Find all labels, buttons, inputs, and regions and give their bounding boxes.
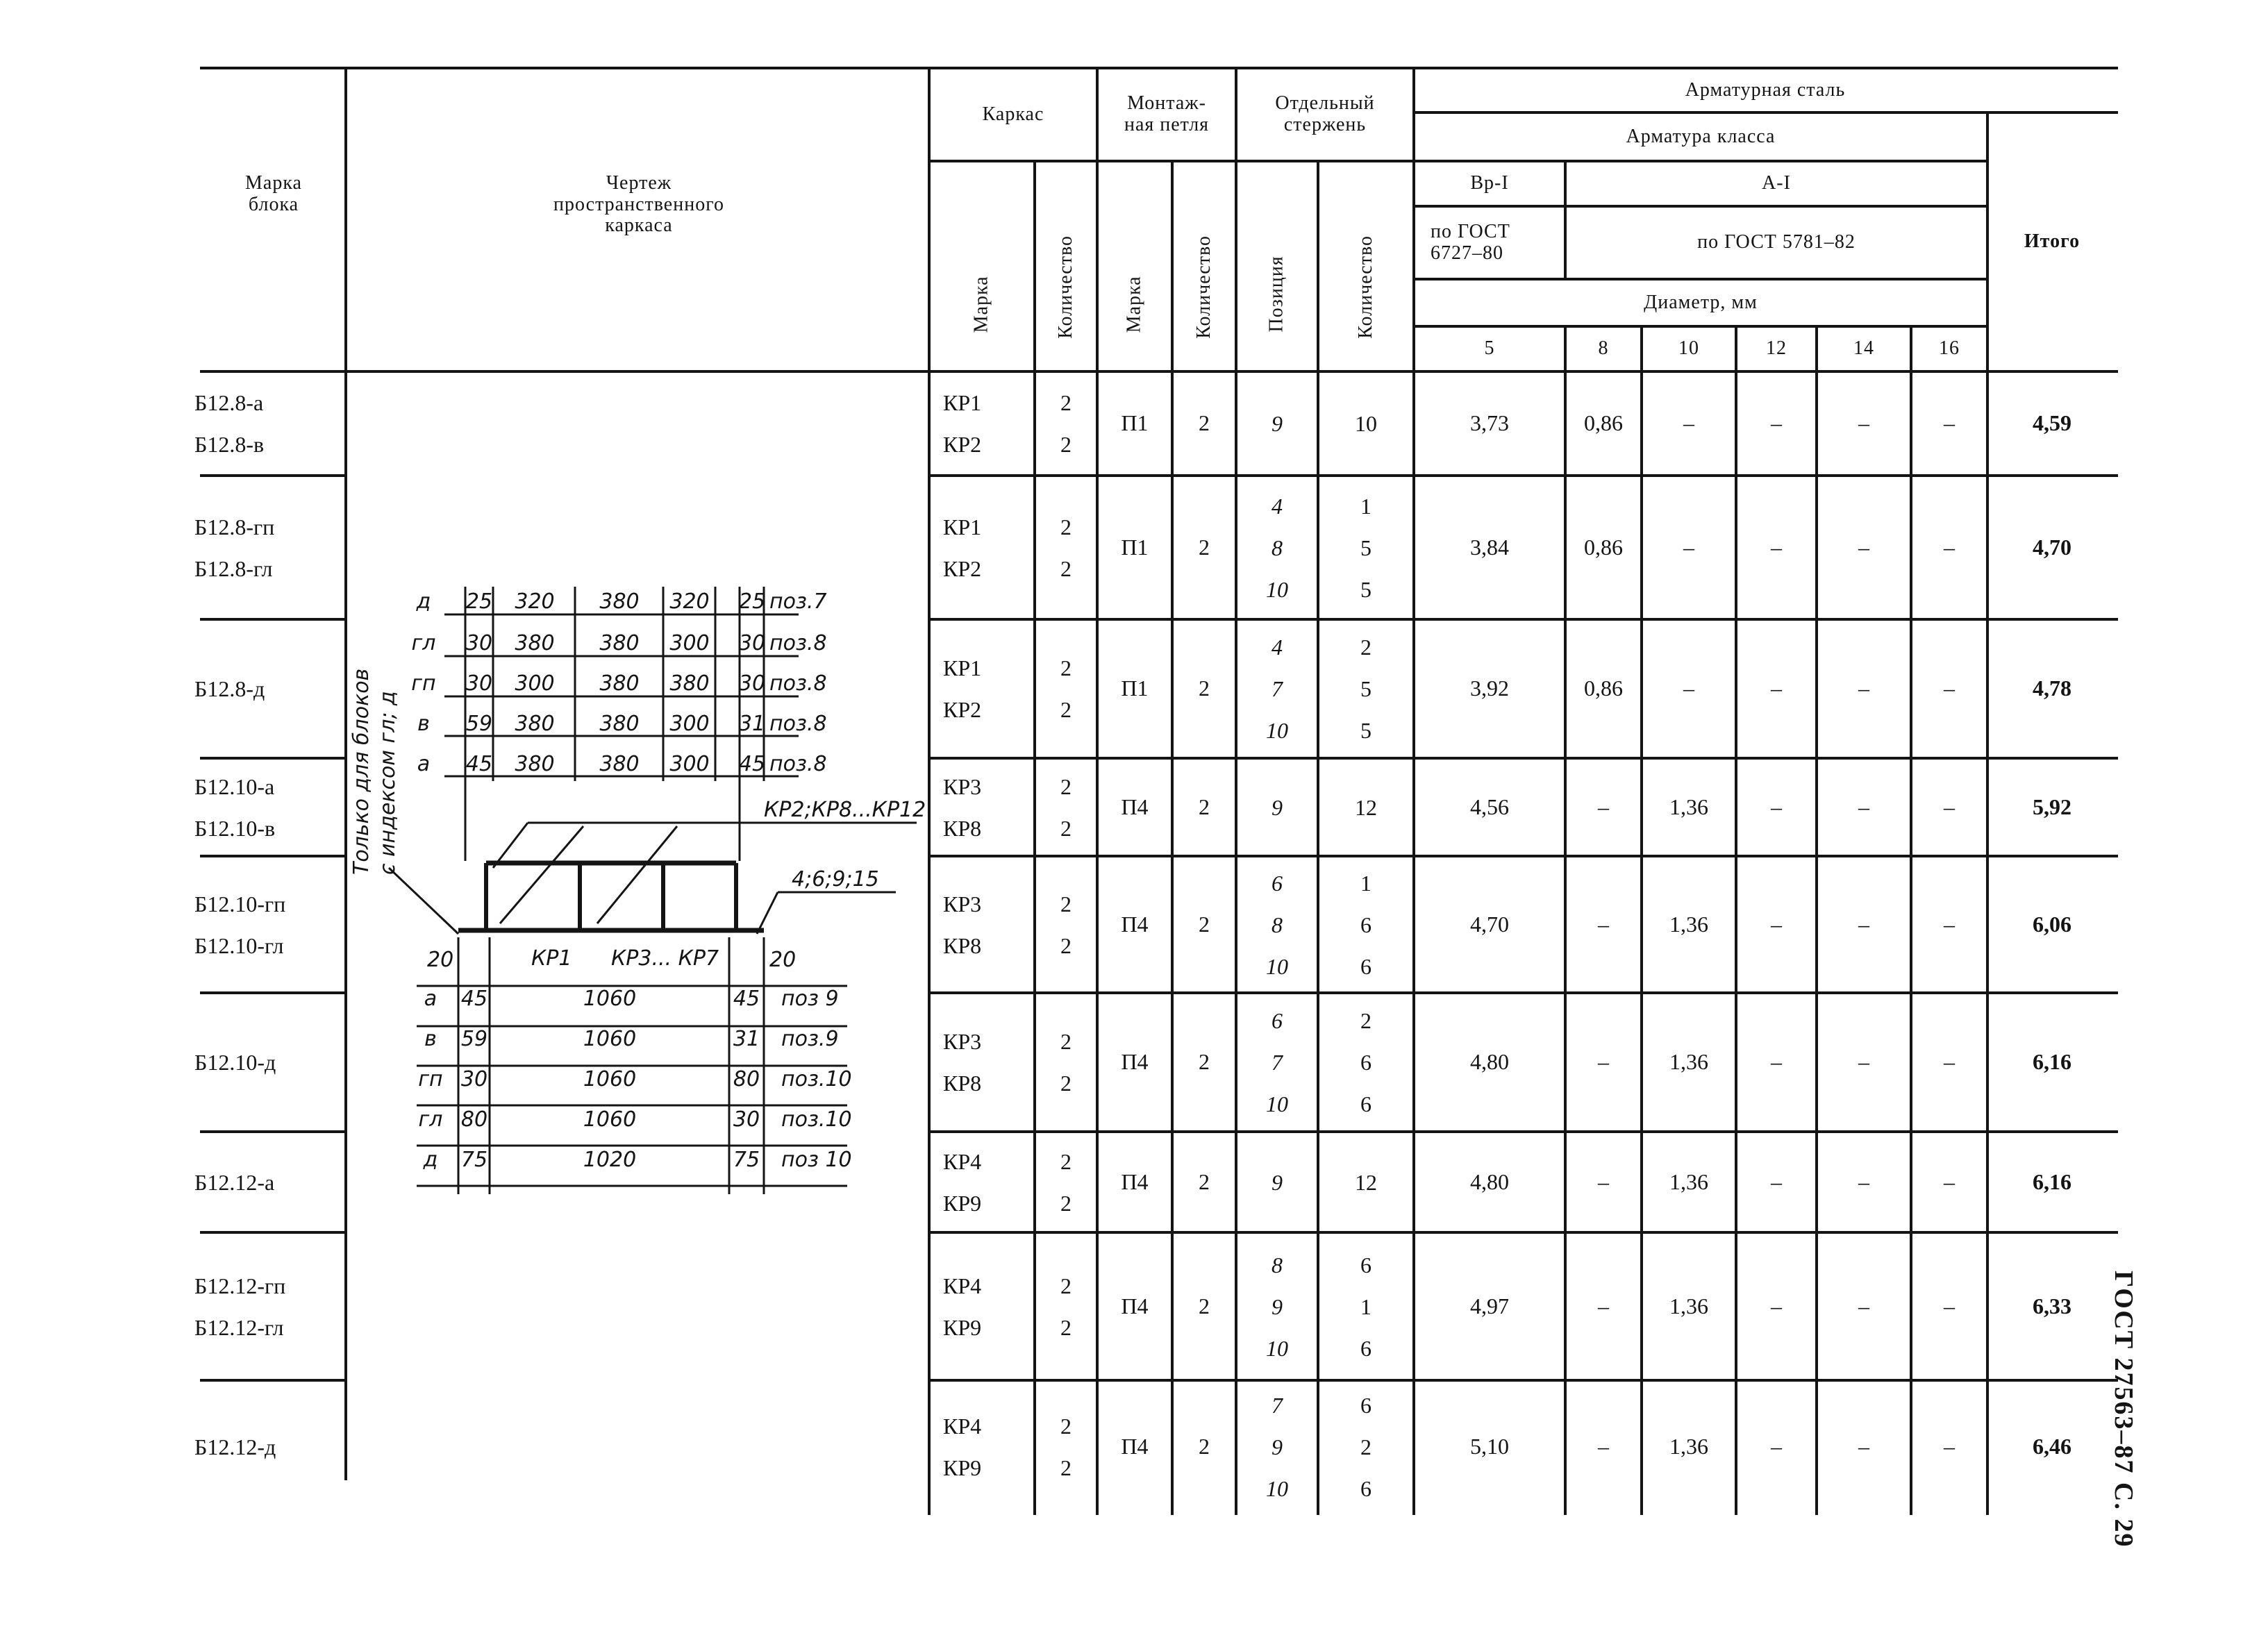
steel-d10: – — [1683, 676, 1694, 701]
block-mark: Б12.12-а — [194, 1169, 275, 1195]
steel-d5: 4,70 — [1470, 911, 1509, 937]
drawing-dim: 300 — [669, 631, 710, 655]
rod-position-value: 8 — [1271, 535, 1283, 560]
header-gost-bp-text: по ГОСТ 6727–80 — [1431, 220, 1510, 264]
steel-d14: – — [1858, 1169, 1869, 1194]
frame-mark-value: КР4 — [943, 1273, 982, 1298]
drawing-dim-left: 20 — [427, 948, 454, 972]
drawing-position-label: поз.8 — [769, 631, 827, 655]
block-mark: Б12.8-а — [194, 390, 264, 415]
steel-d10: 1,36 — [1669, 1434, 1708, 1459]
frame-qty-value: 2 — [1060, 1148, 1072, 1174]
rod-qty-value: 2 — [1360, 1434, 1371, 1459]
steel-d10: 1,36 — [1669, 911, 1708, 937]
diameter-16: 16 — [1939, 337, 1960, 360]
drawing-leader-top: КР2;КР8...КР12 — [764, 798, 926, 822]
rod-qty-value: 1 — [1360, 493, 1371, 519]
frame-qty-value: 2 — [1060, 773, 1072, 799]
block-mark: Б12.8-гл — [194, 555, 273, 581]
drawing-dim: 1060 — [583, 1107, 637, 1132]
drawing-position-label: поз.8 — [769, 752, 827, 776]
steel-d10: – — [1683, 410, 1694, 436]
drawing-dim: 75 — [460, 1148, 488, 1172]
steel-d5: 3,73 — [1470, 410, 1509, 436]
drawing-leader-right: 4;6;9;15 — [792, 867, 879, 891]
rod-position-value: 9 — [1271, 794, 1283, 820]
rod-qty-value: 12 — [1355, 794, 1377, 820]
drawing-index: д — [423, 1148, 438, 1172]
steel-d5: 3,84 — [1470, 534, 1509, 560]
frame-mark-value: КР1 — [943, 655, 982, 680]
drawing-index: а — [417, 752, 431, 776]
rod-qty-value: 1 — [1360, 870, 1371, 896]
steel-d8: – — [1598, 1169, 1609, 1194]
rod-qty-value: 1 — [1360, 1293, 1371, 1319]
header-total: Итого — [2024, 231, 2081, 253]
steel-d8: – — [1598, 1049, 1609, 1075]
steel-d12: – — [1771, 911, 1782, 937]
frame-qty-value: 2 — [1060, 390, 1072, 415]
steel-d14: – — [1858, 534, 1869, 560]
drawing-dim-right: 20 — [769, 948, 797, 972]
loop-qty: 2 — [1199, 794, 1210, 819]
frame-qty-value: 2 — [1060, 1414, 1072, 1439]
rod-position-value: 8 — [1271, 912, 1283, 937]
total-value: 4,70 — [2033, 534, 2071, 560]
block-mark: Б12.8-гп — [194, 514, 275, 539]
rod-position-value: 4 — [1271, 635, 1283, 660]
block-mark: Б12.8-в — [194, 432, 265, 457]
frame-mark-value: КР1 — [943, 390, 982, 415]
header-class-a: А-I — [1762, 172, 1791, 194]
frame-mark-value: КР8 — [943, 815, 982, 841]
drawing-dim: 300 — [515, 671, 555, 696]
frame-qty-value: 2 — [1060, 1071, 1072, 1096]
steel-d14: – — [1858, 410, 1869, 436]
loop-mark: П1 — [1121, 534, 1149, 560]
page-side-label: ГОСТ 27563–87 С. 29 — [2109, 1271, 2138, 1548]
frame-mark-value: КР3 — [943, 891, 982, 916]
frame-mark-value: КР2 — [943, 555, 982, 581]
drawing-dim: 1060 — [583, 1067, 637, 1091]
frame-mark-value: КР3 — [943, 1029, 982, 1054]
steel-d5: 4,56 — [1470, 794, 1509, 819]
drawing-index: в — [417, 712, 430, 736]
header-class-bp: Вр-I — [1470, 172, 1509, 194]
drawing-dim: 80 — [460, 1107, 488, 1132]
drawing-dim: 380 — [515, 752, 555, 776]
rod-qty-value: 6 — [1360, 1393, 1371, 1418]
steel-d8: – — [1598, 1293, 1609, 1318]
drawing-index: гп — [418, 1067, 443, 1091]
total-value: 6,06 — [2033, 911, 2071, 937]
drawing-index: а — [424, 987, 437, 1011]
steel-d16: – — [1944, 410, 1955, 436]
steel-d5: 4,80 — [1470, 1049, 1509, 1075]
diameter-8: 8 — [1598, 337, 1609, 360]
drawing-dim: 380 — [599, 752, 640, 776]
steel-d5: 5,10 — [1470, 1434, 1509, 1459]
steel-d8: 0,86 — [1584, 410, 1623, 436]
steel-d16: – — [1944, 1434, 1955, 1459]
drawing-position-label: поз.7 — [769, 589, 827, 614]
steel-d8: – — [1598, 794, 1609, 819]
drawing-position-label: поз.8 — [769, 671, 827, 696]
loop-mark: П4 — [1121, 1293, 1149, 1318]
drawing-index: д — [416, 589, 431, 614]
steel-d12: – — [1771, 1293, 1782, 1318]
drawing-index: гп — [411, 671, 436, 696]
drawing-dim: 80 — [733, 1067, 760, 1091]
loop-mark: П1 — [1121, 676, 1149, 701]
drawing-label-kp3: КР3... КР7 — [611, 946, 719, 971]
block-mark: Б12.12-гп — [194, 1273, 286, 1298]
header-frame-mark-text: Марка — [970, 276, 992, 333]
frame-mark-value: КР4 — [943, 1148, 982, 1174]
steel-d12: – — [1771, 534, 1782, 560]
drawing-position-label: поз.8 — [769, 712, 827, 736]
loop-mark: П4 — [1121, 1169, 1149, 1194]
loop-mark: П4 — [1121, 911, 1149, 937]
frame-mark-value: КР8 — [943, 932, 982, 958]
header-rod-qty-text: Количество — [1354, 235, 1376, 339]
rod-qty-value: 5 — [1360, 676, 1371, 701]
frame-mark-value: КР2 — [943, 432, 982, 457]
rod-position-value: 7 — [1271, 676, 1283, 701]
steel-d14: – — [1858, 911, 1869, 937]
drawing-dim: 45 — [460, 987, 488, 1011]
header-rod-position-text: Позиция — [1265, 256, 1287, 333]
drawing-position-label: поз 10 — [781, 1148, 852, 1172]
drawing-dim: 300 — [669, 712, 710, 736]
total-value: 6,46 — [2033, 1434, 2071, 1459]
drawing-dim: 30 — [465, 671, 493, 696]
rod-position-value: 10 — [1266, 953, 1288, 979]
drawing-dim: 1020 — [583, 1148, 637, 1172]
rod-position-value: 4 — [1271, 493, 1283, 519]
steel-d16: – — [1944, 534, 1955, 560]
rod-position-value: 9 — [1271, 411, 1283, 436]
drawing-dim: 31 — [733, 1027, 760, 1051]
drawing-labels — [349, 589, 926, 1172]
block-mark: Б12.12-гл — [194, 1314, 284, 1340]
rod-position-value: 10 — [1266, 1476, 1288, 1501]
drawing-dim: 1060 — [583, 1027, 637, 1051]
rod-position-value: 10 — [1266, 718, 1288, 743]
rod-position-value: 10 — [1266, 576, 1288, 602]
steel-d12: – — [1771, 794, 1782, 819]
frame-mark-value: КР3 — [943, 773, 982, 799]
steel-d14: – — [1858, 794, 1869, 819]
block-mark: Б12.10-д — [194, 1050, 276, 1075]
drawing-dim: 30 — [738, 631, 766, 655]
drawing-dim: 25 — [465, 589, 493, 614]
steel-d10: 1,36 — [1669, 1293, 1708, 1318]
steel-d14: – — [1858, 1434, 1869, 1459]
diameter-12: 12 — [1766, 337, 1787, 360]
rod-qty-value: 5 — [1360, 576, 1371, 602]
drawing-dim: 59 — [465, 712, 493, 736]
steel-d16: – — [1944, 911, 1955, 937]
loop-mark: П4 — [1121, 1049, 1149, 1075]
block-mark: Б12.10-в — [194, 815, 276, 841]
drawing-dim: 380 — [599, 631, 640, 655]
steel-d10: – — [1683, 534, 1694, 560]
frame-qty-value: 2 — [1060, 1455, 1072, 1480]
total-value: 6,33 — [2033, 1293, 2071, 1318]
diameter-5: 5 — [1484, 337, 1495, 360]
rod-position-value: 8 — [1271, 1252, 1283, 1278]
drawing-position-label: поз.10 — [781, 1067, 852, 1091]
drawing-dim: 75 — [733, 1148, 760, 1172]
drawing-dim: 380 — [515, 712, 555, 736]
steel-d16: – — [1944, 794, 1955, 819]
total-value: 4,78 — [2033, 676, 2071, 701]
steel-d16: – — [1944, 1169, 1955, 1194]
frame-mark-value: КР9 — [943, 1455, 982, 1480]
loop-qty: 2 — [1199, 1169, 1210, 1194]
frame-mark-value: КР8 — [943, 1071, 982, 1096]
rod-qty-value: 6 — [1360, 1050, 1371, 1075]
header-diameter: Диаметр, мм — [1644, 291, 1758, 313]
drawing-dim: 45 — [465, 752, 493, 776]
steel-d10: 1,36 — [1669, 794, 1708, 819]
rod-position-value: 9 — [1271, 1434, 1283, 1459]
steel-d16: – — [1944, 1049, 1955, 1075]
frame-qty-value: 2 — [1060, 514, 1072, 539]
drawing-dim: 45 — [733, 987, 760, 1011]
total-value: 5,92 — [2033, 794, 2071, 819]
header-rebar-steel: Арматурная сталь — [1685, 78, 1846, 101]
header-rebar-class: Арматура класса — [1626, 125, 1776, 147]
drawing-dim: 380 — [669, 671, 710, 696]
drawing-position-label: поз.9 — [781, 1027, 839, 1051]
rod-position-value: 9 — [1271, 1293, 1283, 1319]
rod-qty-value: 2 — [1360, 635, 1371, 660]
rod-qty-value: 5 — [1360, 535, 1371, 560]
rod-qty-value: 5 — [1360, 718, 1371, 743]
drawing-dim: 380 — [599, 712, 640, 736]
drawing-dim: 59 — [460, 1027, 488, 1051]
loop-mark: П4 — [1121, 1434, 1149, 1459]
steel-d14: – — [1858, 1049, 1869, 1075]
rod-position-value: 7 — [1271, 1393, 1283, 1418]
drawing-dim: 25 — [738, 589, 766, 614]
total-value: 4,59 — [2033, 410, 2071, 436]
block-mark: Б12.10-а — [194, 773, 275, 799]
loop-qty: 2 — [1199, 676, 1210, 701]
drawing-index: гл — [411, 631, 436, 655]
rod-qty-value: 6 — [1360, 1252, 1371, 1278]
steel-d10: 1,36 — [1669, 1169, 1708, 1194]
frame-mark-value: КР4 — [943, 1414, 982, 1439]
steel-d12: – — [1771, 1169, 1782, 1194]
loop-qty: 2 — [1199, 1049, 1210, 1075]
drawing-dim: 300 — [669, 752, 710, 776]
steel-d10: 1,36 — [1669, 1049, 1708, 1075]
rod-position-value: 7 — [1271, 1050, 1283, 1075]
rod-qty-value: 10 — [1355, 411, 1377, 436]
header-loop-qty-text: Количество — [1192, 235, 1215, 339]
rod-position-value: 6 — [1271, 870, 1283, 896]
frame-qty-value: 2 — [1060, 891, 1072, 916]
drawing-position-label: поз.10 — [781, 1107, 852, 1132]
frame-qty-value: 2 — [1060, 1314, 1072, 1340]
loop-qty: 2 — [1199, 534, 1210, 560]
rod-position-value: 6 — [1271, 1008, 1283, 1033]
header-gost-a: по ГОСТ 5781–82 — [1697, 231, 1856, 253]
drawing-dim: 320 — [669, 589, 710, 614]
steel-d8: 0,86 — [1584, 534, 1623, 560]
drawing-note-line1: Только для блоков — [349, 668, 374, 875]
rod-position-value: 10 — [1266, 1335, 1288, 1361]
block-mark: Б12.10-гп — [194, 891, 286, 916]
rod-qty-value: 6 — [1360, 1091, 1371, 1116]
header-drawing-text: Чертеж пространственного каркаса — [553, 171, 724, 237]
drawing-position-label: поз 9 — [781, 987, 839, 1011]
steel-d8: 0,86 — [1584, 676, 1623, 701]
header-loop-mark-text: Марка — [1123, 276, 1145, 333]
loop-mark: П1 — [1121, 410, 1149, 436]
drawing-note-line2: с индексом гл; д — [376, 691, 400, 875]
loop-mark: П4 — [1121, 794, 1149, 819]
steel-d14: – — [1858, 1293, 1869, 1318]
steel-d12: – — [1771, 1434, 1782, 1459]
frame-qty-value: 2 — [1060, 655, 1072, 680]
drawing-index: в — [424, 1027, 437, 1051]
steel-d16: – — [1944, 676, 1955, 701]
drawing-dim: 380 — [599, 671, 640, 696]
rod-position-value: 10 — [1266, 1091, 1288, 1116]
steel-d14: – — [1858, 676, 1869, 701]
frame-qty-value: 2 — [1060, 1273, 1072, 1298]
header-frame-qty-text: Количество — [1054, 235, 1076, 339]
block-mark: Б12.12-д — [194, 1434, 276, 1459]
steel-d12: – — [1771, 410, 1782, 436]
drawing-dim: 30 — [738, 671, 766, 696]
steel-d12: – — [1771, 1049, 1782, 1075]
steel-d16: – — [1944, 1293, 1955, 1318]
drawing-dim: 30 — [733, 1107, 760, 1132]
steel-d5: 3,92 — [1470, 676, 1509, 701]
frame-mark-value: КР9 — [943, 1314, 982, 1340]
header-mounting-loop-text: Монтаж- ная петля — [1124, 92, 1210, 135]
total-value: 6,16 — [2033, 1169, 2071, 1194]
frame-mark-value: КР1 — [943, 514, 982, 539]
drawing-dim: 320 — [515, 589, 555, 614]
drawing-dim: 31 — [738, 712, 766, 736]
frame-qty-value: 2 — [1060, 432, 1072, 457]
rod-qty-value: 6 — [1360, 953, 1371, 979]
steel-d5: 4,80 — [1470, 1169, 1509, 1194]
rod-qty-value: 6 — [1360, 912, 1371, 937]
steel-d5: 4,97 — [1470, 1293, 1509, 1318]
frame-qty-value: 2 — [1060, 815, 1072, 841]
frame-qty-value: 2 — [1060, 1190, 1072, 1216]
loop-qty: 2 — [1199, 1434, 1210, 1459]
frame-qty-value: 2 — [1060, 697, 1072, 722]
drawing-dim: 30 — [465, 631, 493, 655]
diameter-10: 10 — [1678, 337, 1699, 360]
rod-qty-value: 12 — [1355, 1169, 1377, 1195]
loop-qty: 2 — [1199, 1293, 1210, 1318]
header-block-mark-text: Марка блока — [245, 172, 302, 215]
steel-d8: – — [1598, 911, 1609, 937]
block-mark: Б12.8-д — [194, 676, 265, 701]
rod-qty-value: 6 — [1360, 1335, 1371, 1361]
drawing-label-kp1: КР1 — [531, 946, 572, 971]
loop-qty: 2 — [1199, 911, 1210, 937]
header-separate-rod-text: Отдельный стержень — [1275, 92, 1375, 135]
drawing-dim: 1060 — [583, 987, 637, 1011]
drawing-dim: 45 — [738, 752, 766, 776]
frame-mark-value: КР9 — [943, 1190, 982, 1216]
diameter-14: 14 — [1853, 337, 1874, 360]
steel-d8: – — [1598, 1434, 1609, 1459]
steel-d12: – — [1771, 676, 1782, 701]
drawing-dim: 380 — [599, 589, 640, 614]
frame-qty-value: 2 — [1060, 932, 1072, 958]
rod-qty-value: 2 — [1360, 1008, 1371, 1033]
frame-qty-value: 2 — [1060, 555, 1072, 581]
frame-mark-value: КР2 — [943, 697, 982, 722]
drawing-dim: 380 — [515, 631, 555, 655]
frame-qty-value: 2 — [1060, 1029, 1072, 1054]
drawing-dim: 30 — [460, 1067, 488, 1091]
rod-position-value: 9 — [1271, 1169, 1283, 1195]
loop-qty: 2 — [1199, 410, 1210, 436]
block-mark: Б12.10-гл — [194, 932, 284, 958]
drawing-index: гл — [418, 1107, 443, 1132]
total-value: 6,16 — [2033, 1049, 2071, 1075]
rod-qty-value: 6 — [1360, 1476, 1371, 1501]
header-frame: Каркас — [982, 103, 1044, 125]
